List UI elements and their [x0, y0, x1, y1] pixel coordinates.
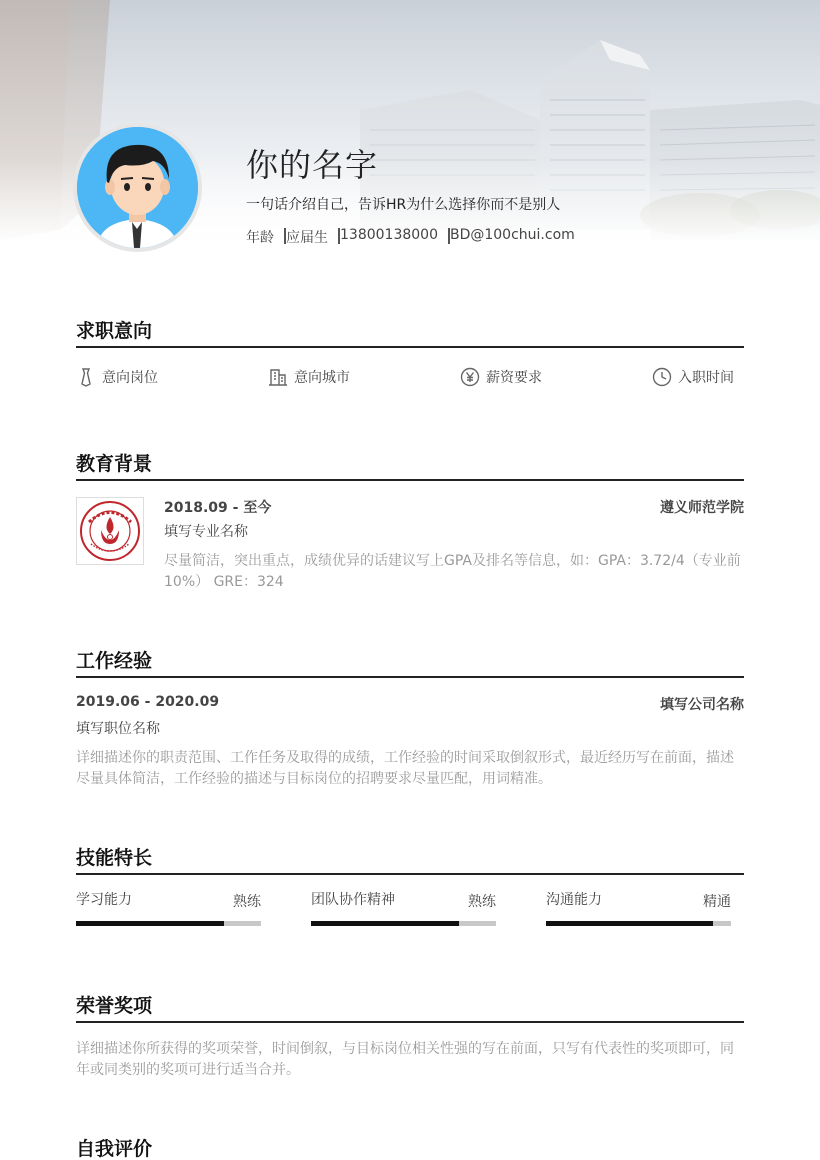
work-description: 详细描述你的职责范围、工作任务及取得的成绩，工作经验的时间采取倒叙形式，最近经历写在前面，描述尽量具体简洁，工作经验的描述与目标岗位的招聘要求尽量匹配，用词精准。	[76, 750, 734, 787]
intent-city	[268, 367, 350, 387]
contact-phone: 13800138000	[340, 227, 438, 243]
yen-icon	[460, 367, 480, 387]
education-section	[76, 451, 744, 593]
intent-section	[76, 318, 744, 387]
work-period: 2019.06 - 2020.09	[76, 694, 220, 710]
building-icon	[268, 367, 288, 387]
intent-label: 意向岗位	[102, 370, 158, 386]
education-description: 尽量简洁，突出重点，成绩优异的话建议写上GPA及排名等信息，如：GPA：3.72/4（专业前10%） GRE：324	[164, 553, 741, 590]
avatar-person-icon	[77, 127, 198, 248]
skill-level: 熟练	[468, 894, 496, 910]
tie-icon	[76, 367, 96, 387]
intent-salary	[460, 367, 542, 387]
resume-header	[0, 0, 820, 290]
skills-section	[76, 845, 744, 926]
candidate-tagline: 一句话介绍自己，告诉HR为什么选择你而不是别人	[246, 197, 561, 213]
major-name: 填写专业名称	[164, 524, 248, 540]
contact-email: BD@100chui.com	[449, 227, 575, 243]
position-name: 填写职位名称	[76, 721, 160, 737]
work-section	[76, 648, 744, 790]
skill-item	[311, 889, 496, 926]
school-logo	[76, 497, 144, 565]
intent-label: 薪资要求	[486, 370, 542, 386]
section-title: 技能特长	[76, 845, 744, 875]
intent-start-date	[652, 367, 734, 387]
section-title: 自我评价	[76, 1136, 744, 1160]
skill-item	[546, 889, 731, 926]
school-emblem-icon	[79, 500, 141, 562]
skill-name: 团队协作精神	[311, 892, 395, 908]
intent-label: 入职时间	[678, 370, 734, 386]
skill-bar	[546, 921, 731, 926]
intent-label: 意向城市	[294, 370, 350, 386]
skill-level: 熟练	[233, 894, 261, 910]
contact-status: 应届生	[286, 230, 328, 246]
skill-bar-fill	[311, 921, 459, 926]
school-name: 遵义师范学院	[660, 500, 744, 516]
candidate-name: 你的名字	[246, 146, 379, 184]
skill-bar-fill	[546, 921, 713, 926]
avatar	[73, 123, 202, 252]
honors-description: 详细描述你所获得的奖项荣誉，时间倒叙，与目标岗位相关性强的写在前面，只写有代表性的奖项即可，同年或同类别的奖项可进行适当合并。	[76, 1041, 734, 1078]
company-name: 填写公司名称	[660, 697, 744, 713]
skill-name: 沟通能力	[546, 892, 602, 908]
honors-section	[76, 993, 744, 1081]
contact-age: 年龄	[246, 230, 274, 246]
skill-item	[76, 889, 261, 926]
section-title: 教育背景	[76, 451, 744, 481]
skill-level: 精通	[703, 894, 731, 910]
section-title: 荣誉奖项	[76, 993, 744, 1023]
intent-position	[76, 367, 158, 387]
clock-icon	[652, 367, 672, 387]
contact-line	[246, 227, 575, 247]
skill-bar-fill	[76, 921, 224, 926]
section-title: 工作经验	[76, 648, 744, 678]
skill-bar	[76, 921, 261, 926]
skill-bar	[311, 921, 496, 926]
skill-name: 学习能力	[76, 892, 132, 908]
education-period: 2018.09 - 至今	[164, 500, 272, 516]
self-evaluation-section	[76, 1136, 744, 1160]
section-title: 求职意向	[76, 318, 744, 348]
